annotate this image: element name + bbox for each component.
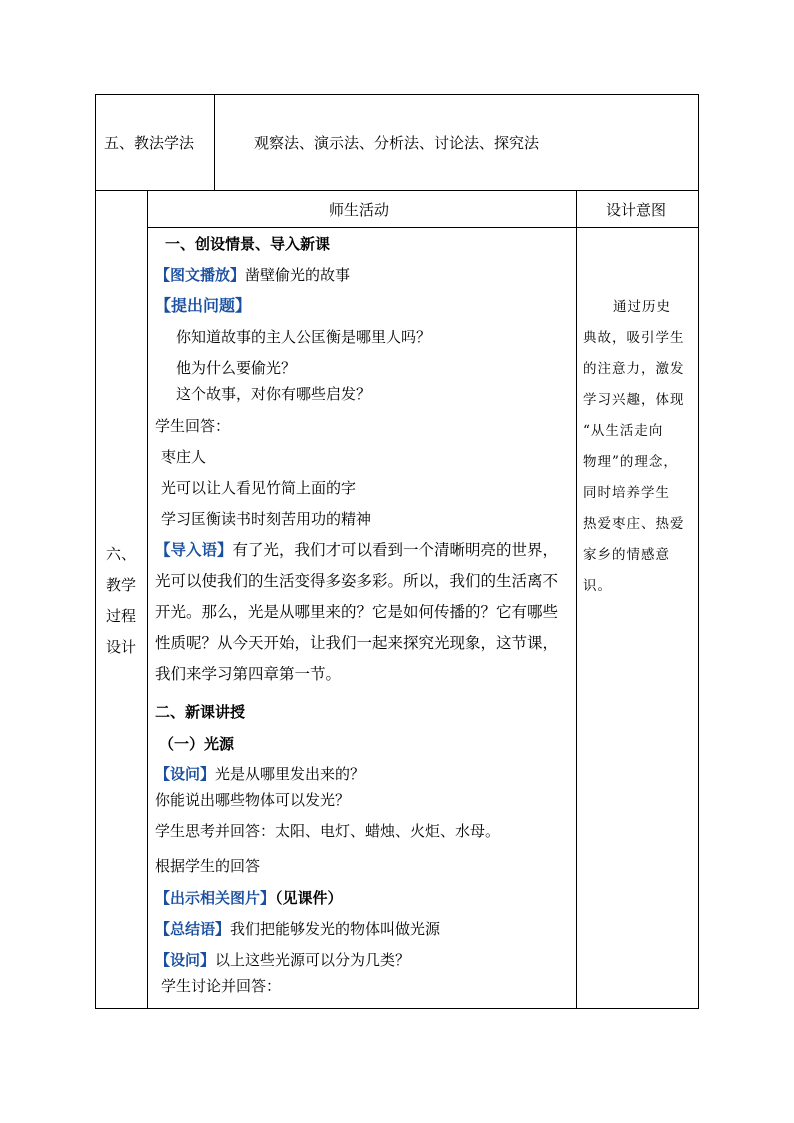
question-tag: 【提出问题】 xyxy=(155,296,252,315)
section6-label-line3: 过程 xyxy=(106,607,137,625)
col-divider-section6-label xyxy=(147,190,148,1009)
col-divider-intent xyxy=(576,190,577,1009)
table-border-bottom xyxy=(95,1008,699,1009)
table-border-left xyxy=(95,94,96,1009)
ask2-tag: 【设问】 xyxy=(155,951,216,969)
summary-tag: 【总结语】 xyxy=(155,920,231,938)
media-text: 凿壁偷光的故事 xyxy=(245,266,351,284)
summary-line xyxy=(155,919,440,939)
show-tag: 【出示相关图片】 xyxy=(155,889,276,907)
intent-line-5: “从生活走向 xyxy=(583,423,664,439)
ask1-tag: 【设问】 xyxy=(155,765,216,783)
question-3: 这个故事，对你有哪些启发？ xyxy=(176,385,372,403)
summary-text: 我们把能够发光的物体叫做光源 xyxy=(230,920,441,938)
ask1-text: 光是从哪里发出来的？ xyxy=(215,765,366,783)
lead-line-3: 开光。那么，光是从哪里来的？它是如何传播的？它有哪些 xyxy=(155,603,559,621)
table-border-right xyxy=(698,94,699,1009)
answer-3: 学习匡衡读书时刻苦用功的精神 xyxy=(161,510,372,528)
intent-line-10: 识。 xyxy=(583,578,612,594)
question-1: 你知道故事的主人公匡衡是哪里人吗？ xyxy=(176,328,432,346)
section6-label-line2: 教学 xyxy=(106,576,137,594)
design-intent-text xyxy=(583,292,693,602)
media-tag: 【图文播放】 xyxy=(155,266,246,284)
intent-line-6: 物理”的理念， xyxy=(583,454,678,470)
media-line xyxy=(155,265,350,285)
table-border-top xyxy=(95,94,699,95)
intent-line-1: 通过历史 xyxy=(613,299,671,315)
answer-2: 光可以让人看见竹简上面的字 xyxy=(161,479,357,497)
answer-1: 枣庄人 xyxy=(161,448,207,466)
section5-label: 五、教法学法 xyxy=(104,134,195,152)
student-think: 学生思考并回答：太阳、电灯、蜡烛、火炬、水母。 xyxy=(155,822,501,840)
header-row-divider xyxy=(147,227,699,228)
column-header-activity: 师生活动 xyxy=(329,201,390,219)
ask1-line xyxy=(155,764,365,784)
question-2: 他为什么要偷光？ xyxy=(176,359,297,377)
discuss-line: 学生讨论并回答： xyxy=(161,977,282,995)
section5-methods: 观察法、演示法、分析法、讨论法、探究法 xyxy=(254,134,540,152)
lead-line-1 xyxy=(155,540,558,560)
section6-label-line1: 六、 xyxy=(106,545,137,563)
lead-line-5: 我们来学习第四章第一节。 xyxy=(155,665,342,683)
sub1-heading: （一）光源 xyxy=(159,735,235,753)
based-on-answer: 根据学生的回答 xyxy=(155,857,261,875)
lead-line-4: 性质呢？从今天开始，让我们一起来探究光现象，这节课， xyxy=(155,634,559,652)
lead-text-1: 有了光，我们才可以看到一个清晰明亮的世界， xyxy=(232,541,559,559)
intent-line-2: 典故，吸引学生 xyxy=(583,330,685,346)
lead-tag: 【导入语】 xyxy=(155,541,233,559)
intent-line-4: 学习兴趣，体现 xyxy=(583,392,685,408)
lead-line-2: 光可以使我们的生活变得多姿多彩。所以，我们的生活离不 xyxy=(155,572,559,590)
intent-line-9: 家乡的情感意 xyxy=(583,547,670,563)
intent-line-3: 的注意力，激发 xyxy=(583,361,685,377)
part1-heading: 一、创设情景、导入新课 xyxy=(165,235,331,253)
intent-line-8: 热爱枣庄、热爱 xyxy=(583,516,685,532)
ask2-line xyxy=(155,950,410,970)
row-divider-5-6 xyxy=(95,190,699,191)
part2-heading: 二、新课讲授 xyxy=(155,703,246,721)
section6-label-line4: 设计 xyxy=(106,638,137,656)
column-header-intent: 设计意图 xyxy=(606,201,667,219)
col-divider-section5 xyxy=(214,94,215,191)
intent-line-7: 同时培养学生 xyxy=(583,485,670,501)
ask2-text: 以上这些光源可以分为几类？ xyxy=(215,951,411,969)
ask1-line2: 你能说出哪些物体可以发光？ xyxy=(155,791,351,809)
show-line xyxy=(155,888,343,908)
show-text: （见课件） xyxy=(275,889,343,907)
answer-intro: 学生回答： xyxy=(155,417,231,435)
